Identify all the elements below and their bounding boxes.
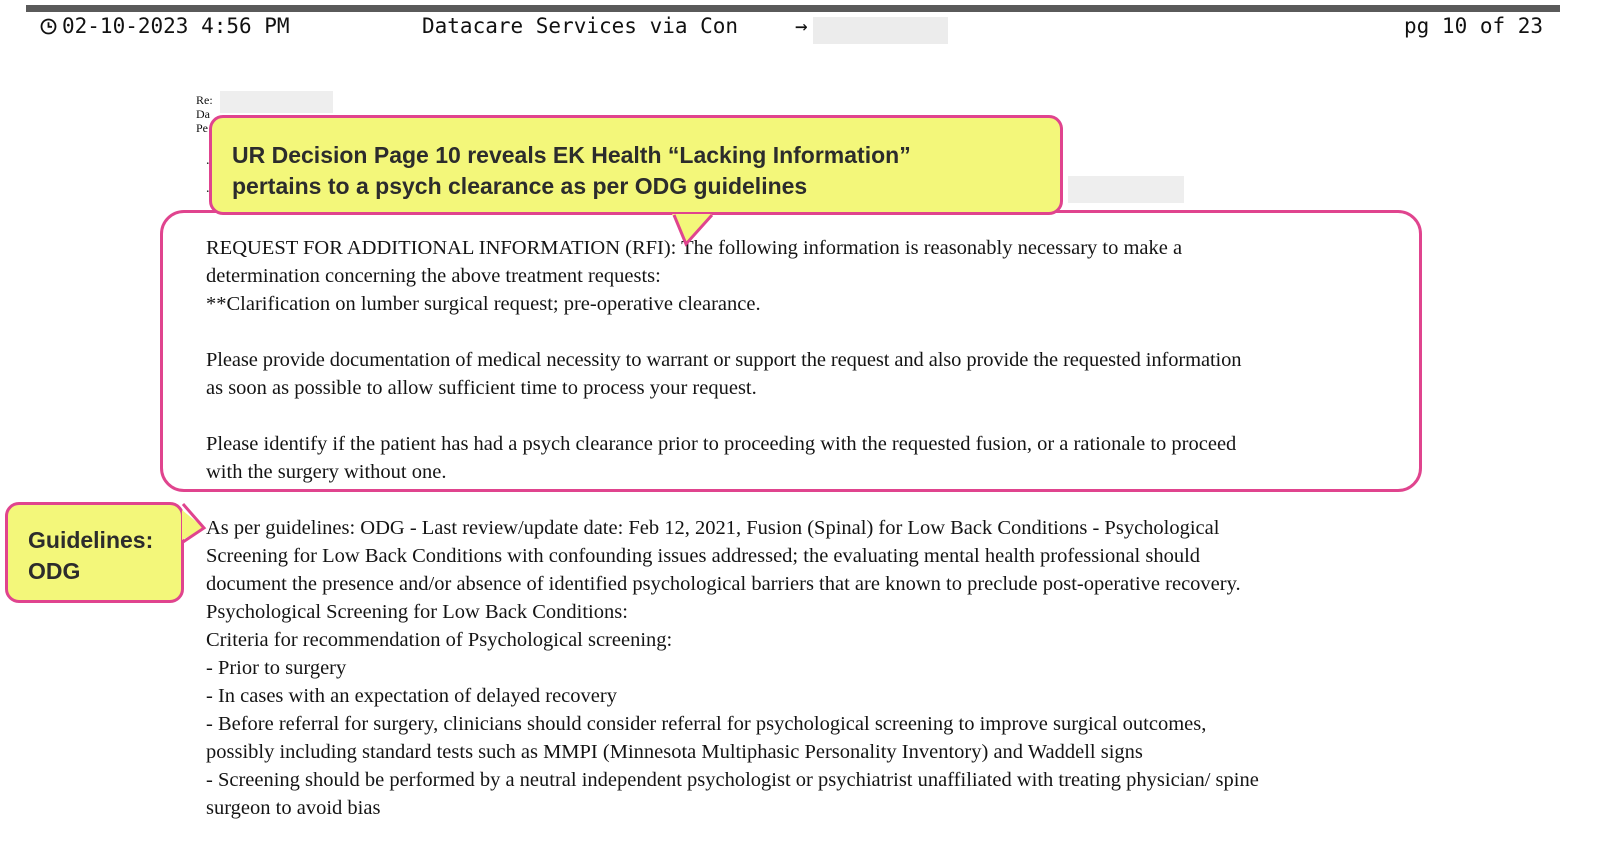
callout-pointer (182, 502, 208, 546)
guideline-line: - Screening should be performed by a neutral independent psychologist or psychiatrist unaffiliated with treating physician/ spine (206, 769, 1259, 791)
rfi-line: Please provide documentation of medical necessity to warrant or support the request and also provide the requested information (206, 349, 1242, 371)
rfi-line: with the surgery without one. (206, 461, 447, 483)
guidelines-callout-line: ODG (28, 558, 81, 584)
fax-sender: Datacare Services via Con (422, 14, 739, 38)
arrow-icon: → (795, 14, 808, 38)
guideline-line: document the presence and/or absence of identified psychological barriers that are known to preclude post-operative recovery. (206, 573, 1241, 595)
guideline-line: - Before referral for surgery, clinicians should consider referral for psychological screening to improve surgical outcomes, (206, 713, 1207, 735)
redacted-block (1068, 176, 1184, 203)
rfi-line: determination concerning the above treatment requests: (206, 265, 661, 287)
meta-label-re: Re: (196, 93, 213, 107)
fax-timestamp-text: 02-10-2023 4:56 PM (62, 14, 290, 38)
list-bullet: . (206, 153, 210, 168)
decision-callout (209, 115, 1063, 215)
fax-timestamp (40, 14, 290, 38)
meta-label-date: Da (196, 107, 210, 121)
callout-pointer (672, 214, 720, 248)
guideline-line: possibly including standard tests such as MMPI (Minnesota Multiphasic Personality Inventory) and Waddell signs (206, 741, 1143, 763)
guideline-line: Psychological Screening for Low Back Conditions: (206, 601, 628, 623)
guidelines-callout-line: Guidelines: (28, 527, 154, 553)
guidelines-callout (5, 502, 184, 603)
rfi-line: **Clarification on lumber surgical request; pre-operative clearance. (206, 293, 761, 315)
meta-label-pe: Pe (196, 121, 208, 135)
redacted-block (220, 91, 333, 113)
guideline-line: - In cases with an expectation of delayed recovery (206, 685, 617, 707)
list-bullet: . (206, 181, 210, 196)
fax-page-number: pg 10 of 23 (1404, 14, 1544, 38)
decision-callout-line: pertains to a psych clearance as per ODG guidelines (232, 173, 808, 199)
guideline-line: - Prior to surgery (206, 657, 347, 679)
decision-callout-line: UR Decision Page 10 reveals EK Health “Lacking Information” (232, 142, 911, 168)
guideline-line: As per guidelines: ODG - Last review/update date: Feb 12, 2021, Fusion (Spinal) for Low Back Conditions - Psychological (206, 517, 1220, 539)
rfi-line: as soon as possible to allow sufficient time to process your request. (206, 377, 757, 399)
rfi-line: Please identify if the patient has had a psych clearance prior to proceeding with the requested fusion, or a rationale to proceed (206, 433, 1237, 455)
guideline-line: Screening for Low Back Conditions with confounding issues addressed; the evaluating mental health professional should (206, 545, 1201, 567)
rfi-line: REQUEST FOR ADDITIONAL INFORMATION (RFI): The following information is reasonably necessary to make a (206, 237, 1183, 259)
redacted-recipient (813, 17, 948, 44)
clock-icon (40, 18, 57, 35)
guideline-line: Criteria for recommendation of Psychological screening: (206, 629, 673, 651)
fax-header (0, 12, 1600, 46)
guideline-line: surgeon to avoid bias (206, 797, 381, 819)
fax-header-bar (26, 5, 1560, 12)
